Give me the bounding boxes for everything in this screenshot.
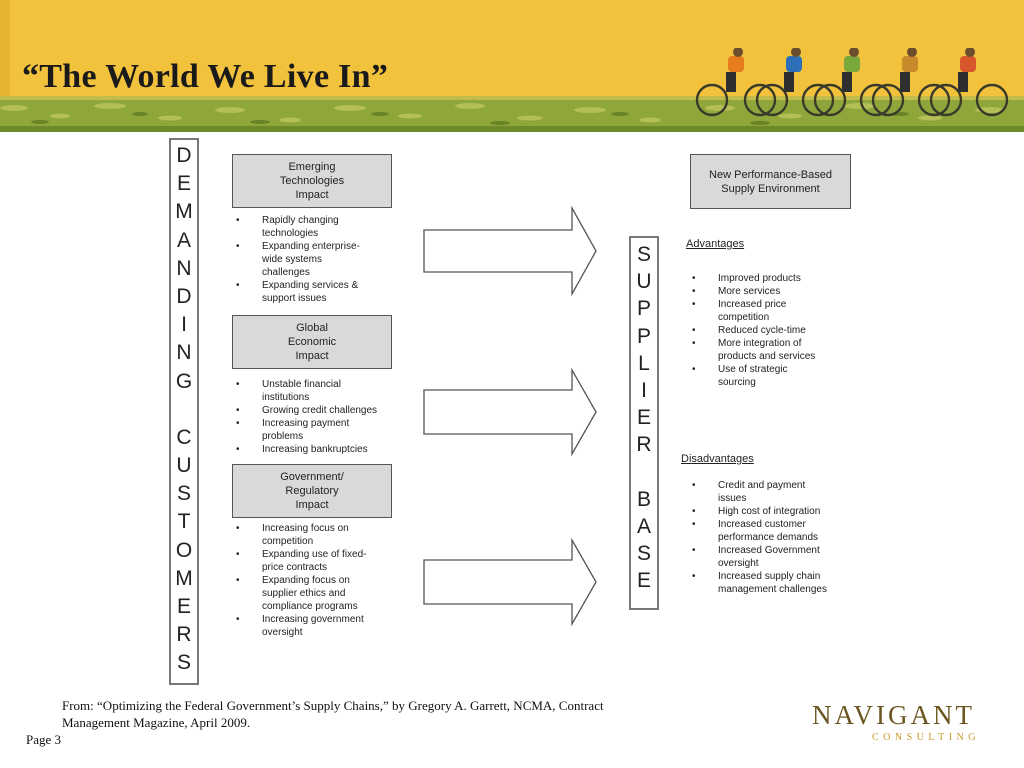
- vertical-letter: L: [638, 351, 650, 375]
- bullet-item: • Increasing bankruptcies: [232, 443, 402, 456]
- vertical-letter: U: [636, 270, 652, 294]
- vertical-letter: B: [636, 487, 651, 511]
- bullet-item: • More services: [688, 285, 868, 298]
- vertical-letter: T: [177, 510, 191, 534]
- vertical-letter: R: [636, 433, 652, 457]
- advantages-heading: Advantages: [686, 238, 745, 250]
- cyclists-team-icon: [690, 48, 1010, 120]
- vertical-letter: [181, 396, 187, 424]
- performance-environment-box: [690, 154, 851, 209]
- government-regulatory-box: [232, 464, 392, 518]
- vertical-letter: E: [176, 595, 191, 618]
- bullet-item: • Use of strategic sourcing: [688, 363, 868, 389]
- demanding-customers-box: [169, 138, 199, 685]
- vertical-letter: [641, 459, 647, 486]
- vertical-letter: P: [636, 297, 651, 321]
- emerging-technologies-list: [232, 214, 402, 305]
- vertical-letter: S: [636, 243, 651, 266]
- disadvantages-heading: Disadvantages: [681, 453, 754, 465]
- vertical-letter: D: [176, 284, 192, 308]
- disadvantages-list: [688, 479, 868, 596]
- impact-title: Global Economic Impact: [287, 322, 337, 362]
- vertical-letter: S: [176, 651, 191, 675]
- impact-title: Emerging Technologies Impact: [279, 161, 345, 201]
- vertical-letter: G: [175, 369, 193, 393]
- right-block-arrow-icon: [422, 538, 598, 626]
- bullet-item: • Expanding use of fixed- price contracts: [232, 548, 402, 574]
- header-banner: [0, 0, 1024, 132]
- bullet-item: • Increased customer performance demands: [688, 518, 868, 544]
- vertical-letter: E: [176, 172, 191, 196]
- bullet-item: • Increased price competition: [688, 298, 868, 324]
- vertical-letter: A: [636, 514, 651, 538]
- vertical-letter: D: [176, 144, 192, 167]
- bullet-item: • Credit and payment issues: [688, 479, 868, 505]
- logo-wordmark: NAVIGANT: [812, 700, 975, 730]
- vertical-letter: M: [175, 200, 193, 224]
- bullet-item: • Increasing payment problems: [232, 417, 402, 443]
- vertical-letter: S: [636, 542, 651, 566]
- page-number: Page 3: [26, 732, 62, 747]
- source-citation: From: “Optimizing the Federal Government’s Supply Chains,” by Gregory A. Garrett, NCMA, Contract Management Magazine, April 2009.: [62, 698, 604, 730]
- vertical-letter: I: [641, 378, 647, 402]
- bullet-item: • Expanding focus on supplier ethics and compliance programs: [232, 574, 402, 613]
- bullet-item: • Increased Government oversight: [688, 544, 868, 570]
- vertical-letter: A: [176, 228, 191, 252]
- bullet-item: • Expanding enterprise- wide systems challenges: [232, 240, 402, 279]
- bullet-item: • Growing credit challenges: [232, 404, 402, 417]
- vertical-letter: E: [636, 406, 651, 430]
- vertical-letter: U: [176, 454, 192, 478]
- vertical-letter: C: [176, 425, 192, 449]
- right-block-arrow-icon: [422, 368, 598, 456]
- vertical-letter: N: [176, 256, 192, 280]
- global-economic-box: [232, 315, 392, 369]
- bullet-item: • Increasing focus on competition: [232, 522, 402, 548]
- advantages-list: [688, 272, 868, 389]
- supplier-base-box: [629, 236, 659, 610]
- bullet-item: • Reduced cycle-time: [688, 324, 868, 337]
- bullet-item: • Unstable financial institutions: [232, 378, 402, 404]
- navigant-logo: [812, 700, 996, 748]
- slide-title: “The World We Live In”: [22, 58, 389, 95]
- vertical-letter: R: [176, 623, 192, 647]
- emerging-technologies-box: [232, 154, 392, 208]
- environment-title: New Performance-Based Supply Environment: [709, 168, 832, 195]
- bullet-item: • More integration of products and services: [688, 337, 868, 363]
- bullet-item: • Increased supply chain management challenges: [688, 570, 868, 596]
- vertical-letter: E: [636, 569, 651, 593]
- right-block-arrow-icon: [422, 206, 598, 296]
- vertical-letter: N: [176, 341, 192, 365]
- global-economic-list: [232, 378, 402, 456]
- vertical-letter: I: [181, 313, 187, 337]
- bullet-item: • Expanding services & support issues: [232, 279, 402, 305]
- vertical-letter: S: [176, 482, 191, 506]
- bullet-item: • Increasing government oversight: [232, 613, 402, 639]
- bullet-item: • Improved products: [688, 272, 868, 285]
- logo-subtitle: CONSULTING: [872, 732, 980, 743]
- demanding-customers-label: [171, 140, 197, 678]
- vertical-letter: P: [636, 324, 651, 348]
- vertical-letter: M: [175, 566, 193, 590]
- impact-title: Government/ Regulatory Impact: [280, 471, 344, 511]
- supplier-base-label: [631, 238, 657, 594]
- bullet-item: • Rapidly changing technologies: [232, 214, 402, 240]
- government-regulatory-list: [232, 522, 402, 639]
- vertical-letter: O: [175, 538, 193, 562]
- bullet-item: • High cost of integration: [688, 505, 868, 518]
